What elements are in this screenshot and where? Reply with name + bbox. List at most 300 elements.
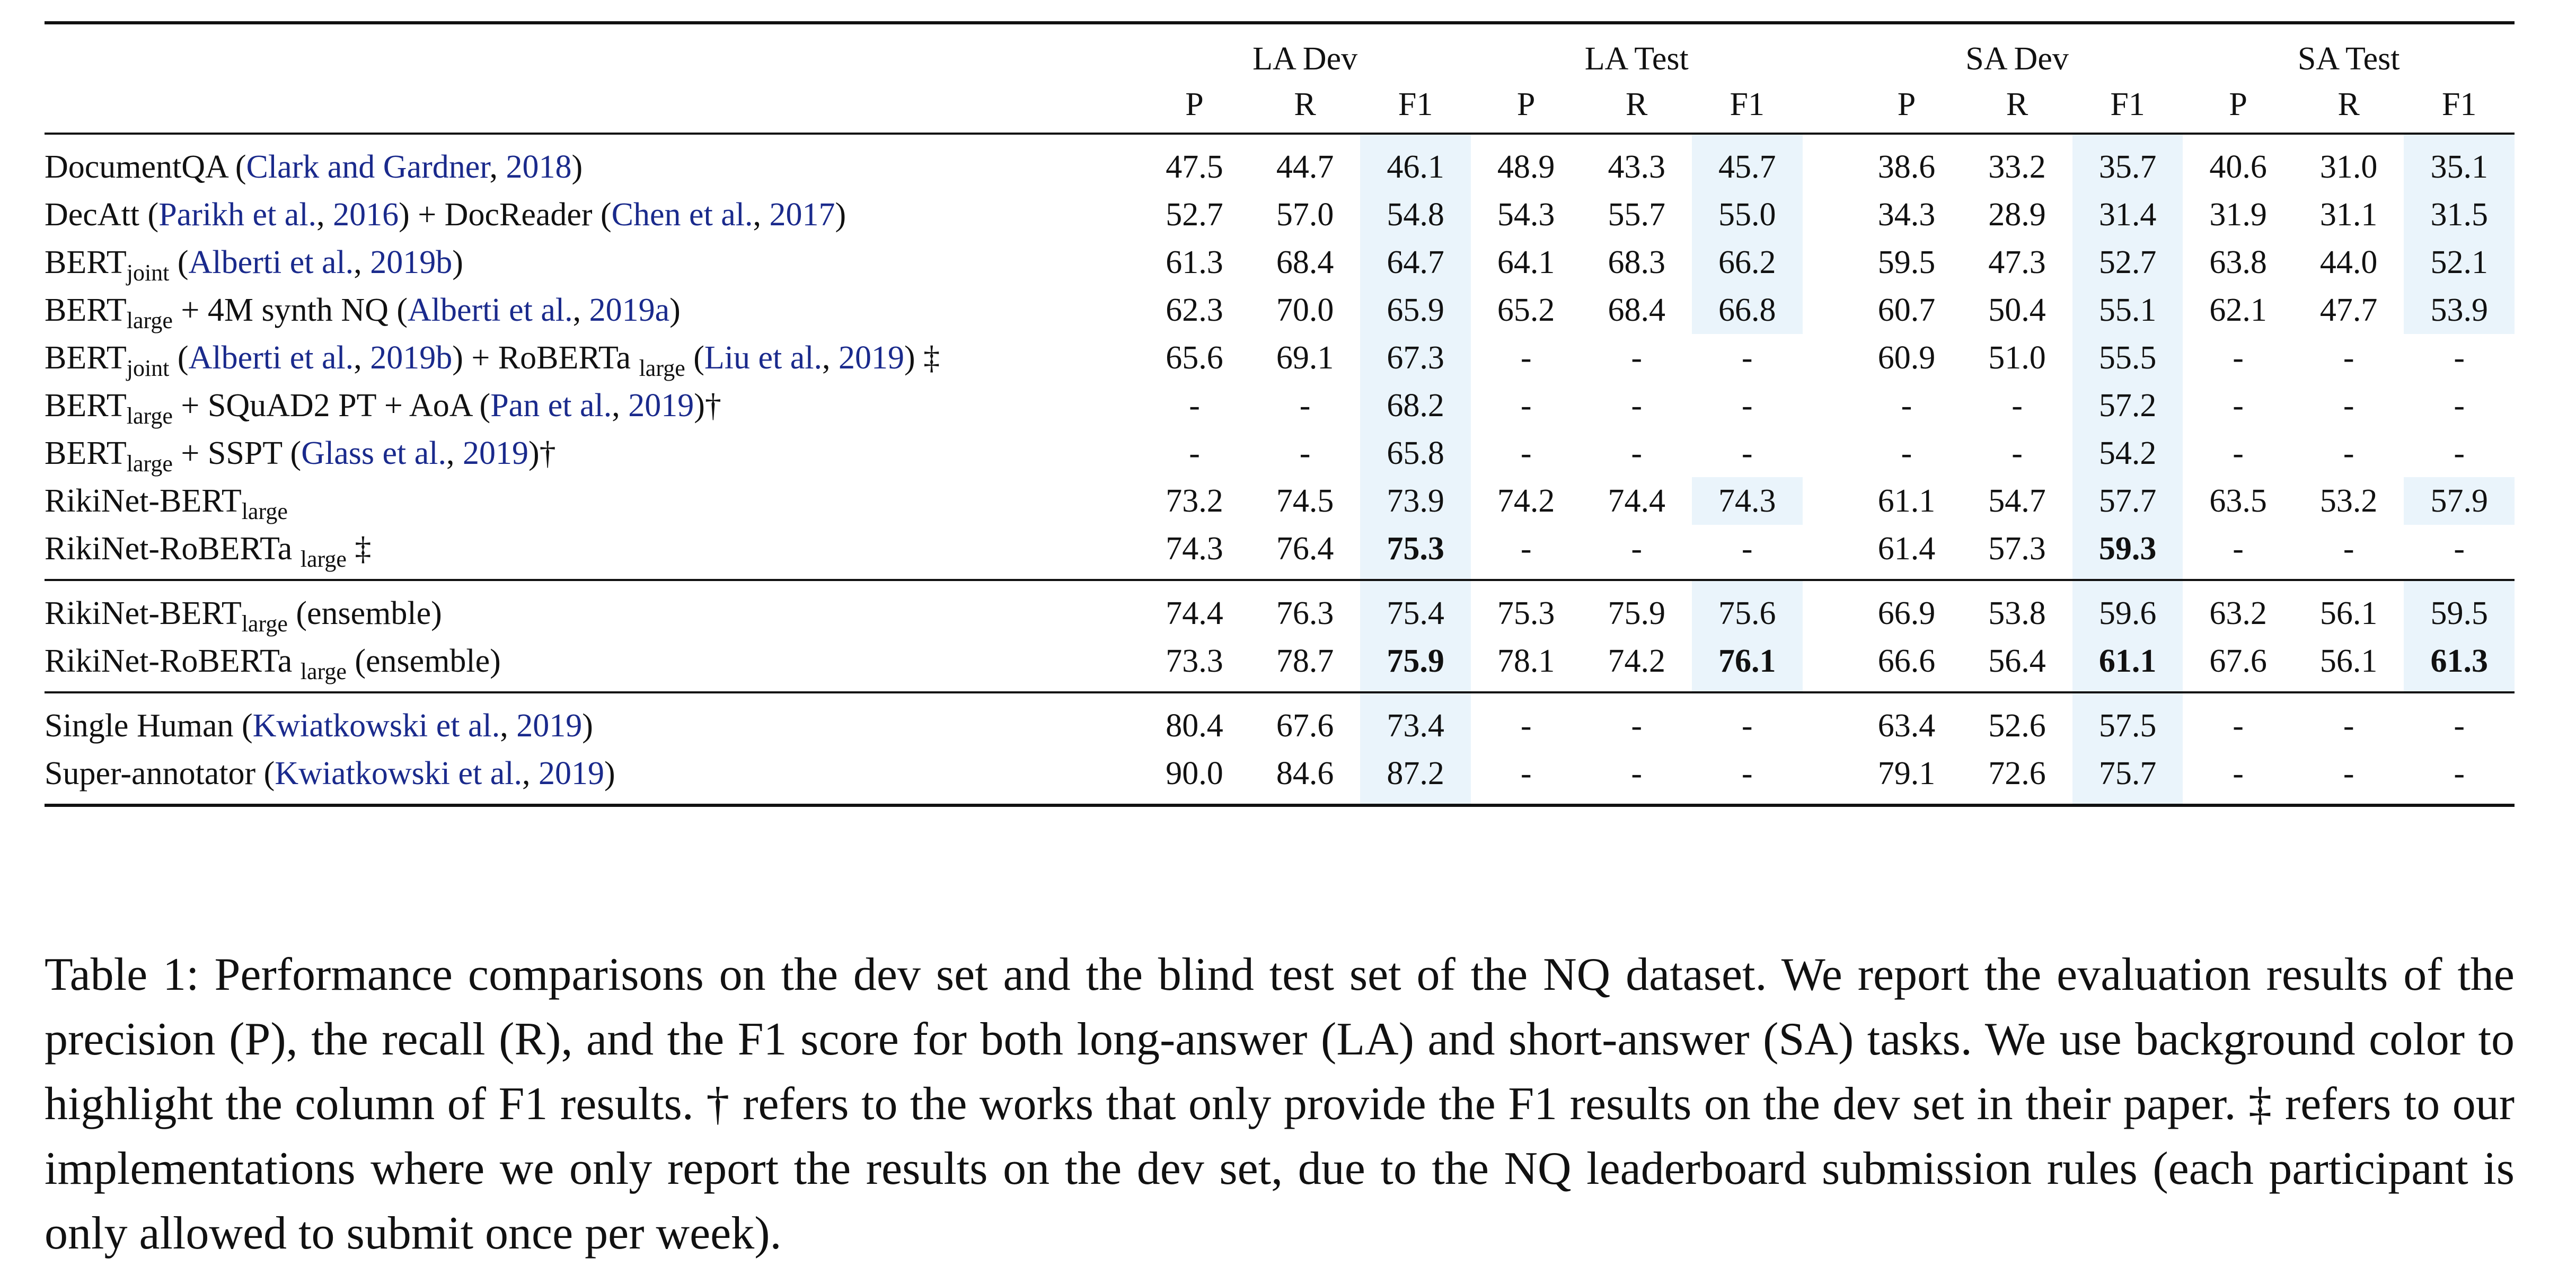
- metric-value-cell: [1962, 191, 2072, 239]
- citation-link[interactable]: 2019b: [370, 244, 453, 280]
- metric-value: 54.2: [2098, 435, 2157, 471]
- metric-value: -: [1520, 388, 1532, 424]
- metric-value-cell: [1962, 429, 2072, 477]
- metric-value-cell: [2183, 382, 2293, 429]
- metric-value: 66.9: [1877, 595, 1936, 631]
- metric-value-cell: [2404, 382, 2515, 429]
- metric-value: 67.3: [1387, 340, 1444, 376]
- metric-value-cell: [1581, 580, 1692, 637]
- model-name-cell: [45, 334, 1139, 382]
- best-metric-value: 76.1: [1718, 643, 1776, 679]
- metric-value: -: [1520, 340, 1532, 376]
- metric-value-cell: [2183, 239, 2293, 286]
- metric-value-cell: [2404, 429, 2515, 477]
- metric-value-cell: [1139, 334, 1250, 382]
- metric-value-cell: [1692, 525, 1803, 580]
- metric-value-cell: [2293, 429, 2404, 477]
- metric-value: 65.8: [1387, 435, 1444, 471]
- metric-value: -: [2233, 388, 2244, 424]
- metric-value-cell: [2404, 525, 2515, 580]
- metric-value: -: [1520, 531, 1532, 567]
- model-name-text: (ensemble): [287, 595, 442, 631]
- metric-value-cell: [1139, 191, 1250, 239]
- table-row: [45, 477, 2515, 525]
- citation-link[interactable]: Kwiatkowski et al.: [275, 755, 522, 792]
- model-name-text: ,: [753, 197, 770, 233]
- metric-value: -: [2012, 388, 2023, 424]
- metric-value: -: [1520, 755, 1532, 792]
- model-name-text: RikiNet-BERT: [45, 483, 242, 519]
- model-name-text: BERT: [45, 340, 127, 376]
- metric-value-cell: [2072, 134, 2183, 191]
- citation-link[interactable]: Alberti et al.: [408, 292, 573, 328]
- metric-value-cell: [1581, 382, 1692, 429]
- results-table-container: [45, 21, 2515, 807]
- metric-value: -: [1901, 435, 1912, 471]
- metric-value-cell: [1360, 382, 1471, 429]
- metric-value: -: [1741, 755, 1753, 792]
- metric-value-cell: [1962, 239, 2072, 286]
- model-name-text: ): [669, 292, 681, 328]
- metric-value: 59.5: [1877, 244, 1936, 280]
- model-name-text: Super-annotator (: [45, 755, 275, 792]
- metric-value: -: [2343, 340, 2354, 376]
- metric-value-cell: [1139, 477, 1250, 525]
- metric-value-cell: [1471, 334, 1582, 382]
- metric-value-cell: [1250, 692, 1361, 750]
- citation-link[interactable]: Alberti et al.: [188, 340, 354, 376]
- metric-value-cell: [1250, 334, 1361, 382]
- metric-value: 68.2: [1387, 388, 1444, 424]
- col-header-p: P: [1471, 82, 1582, 134]
- best-metric-value: 75.9: [1387, 643, 1444, 679]
- metric-value-cell: [1360, 286, 1471, 334]
- metric-value-cell: [2183, 334, 2293, 382]
- metric-value-cell: [2183, 750, 2293, 805]
- metric-value-cell: [1851, 382, 1962, 429]
- metric-value: 63.8: [2209, 244, 2267, 280]
- metric-value: 59.5: [2430, 595, 2488, 631]
- metric-value: -: [1741, 531, 1753, 567]
- metric-value: 67.6: [2209, 643, 2267, 679]
- metric-value: -: [1631, 435, 1643, 471]
- metric-value-cell: [1471, 692, 1582, 750]
- metric-value-cell: [1692, 429, 1803, 477]
- col-header-r: R: [1962, 82, 2072, 134]
- metric-value: 69.1: [1276, 340, 1334, 376]
- metric-value: 50.4: [1988, 292, 2046, 328]
- metric-value: 31.4: [2098, 197, 2157, 233]
- group-header-sa-test: SA Test: [2183, 23, 2515, 82]
- metric-value-cell: [2072, 637, 2183, 692]
- metric-value-cell: [1360, 134, 1471, 191]
- metric-value: 73.2: [1166, 483, 1223, 519]
- metric-value: 28.9: [1988, 197, 2046, 233]
- metric-value-cell: [1962, 334, 2072, 382]
- model-name-cell: [45, 750, 1139, 805]
- metric-value-cell: [1581, 239, 1692, 286]
- metric-value-cell: [1471, 429, 1582, 477]
- metric-value: 52.1: [2430, 244, 2488, 280]
- metric-value-cell: [2293, 750, 2404, 805]
- metric-value-cell: [1962, 750, 2072, 805]
- metric-value-cell: [1581, 525, 1692, 580]
- metric-value: -: [1631, 708, 1643, 744]
- metric-value: 76.4: [1276, 531, 1334, 567]
- metric-value-cell: [1471, 580, 1582, 637]
- metric-value: 63.2: [2209, 595, 2267, 631]
- model-name-text: ,: [354, 244, 370, 280]
- metric-value: -: [2233, 531, 2244, 567]
- citation-link[interactable]: 2019b: [370, 340, 453, 376]
- citation-link[interactable]: Clark and Gardner: [246, 149, 490, 185]
- metric-value-cell: [2404, 134, 2515, 191]
- metric-value: 87.2: [1387, 755, 1444, 792]
- metric-value-cell: [2404, 637, 2515, 692]
- citation-link[interactable]: 2017: [769, 197, 835, 233]
- metric-value-cell: [1471, 134, 1582, 191]
- metric-value: 31.5: [2430, 197, 2488, 233]
- metric-value: 90.0: [1166, 755, 1223, 792]
- metric-value: 74.3: [1718, 483, 1776, 519]
- citation-link[interactable]: 2016: [333, 197, 399, 233]
- metric-value: -: [2454, 755, 2465, 792]
- metric-value-cell: [2293, 580, 2404, 637]
- metric-value: 75.7: [2098, 755, 2157, 792]
- metric-value-cell: [1851, 580, 1962, 637]
- metric-value: 31.0: [2319, 149, 2378, 185]
- metric-value: 75.4: [1387, 595, 1444, 631]
- metric-value: -: [1189, 435, 1200, 471]
- metric-value-cell: [2183, 429, 2293, 477]
- citation-link[interactable]: Glass et al.: [301, 435, 446, 471]
- metric-value: 56.1: [2319, 643, 2378, 679]
- metric-value: 62.3: [1166, 292, 1223, 328]
- group-header-la-test: LA Test: [1471, 23, 1803, 82]
- metric-value-cell: [1962, 580, 2072, 637]
- col-header-r: R: [1250, 82, 1361, 134]
- metric-value: 66.2: [1718, 244, 1776, 280]
- metric-value-cell: [1851, 429, 1962, 477]
- col-header-r: R: [2293, 82, 2404, 134]
- metric-value-cell: [1851, 239, 1962, 286]
- metric-value-cell: [1692, 750, 1803, 805]
- metric-value-cell: [2183, 191, 2293, 239]
- metric-value-cell: [1360, 525, 1471, 580]
- metric-value: 68.4: [1608, 292, 1665, 328]
- metric-value: 61.4: [1877, 531, 1936, 567]
- metric-value-cell: [2072, 580, 2183, 637]
- model-name-text: RikiNet-RoBERTa: [45, 531, 301, 567]
- model-name-cell: [45, 580, 1139, 637]
- model-name-text: (: [169, 340, 189, 376]
- metric-value: -: [1520, 435, 1532, 471]
- model-name-text: ): [452, 244, 463, 280]
- metric-value: 53.9: [2430, 292, 2488, 328]
- metric-value-cell: [2293, 334, 2404, 382]
- metric-value-cell: [1250, 134, 1361, 191]
- model-name-text: ,: [316, 197, 333, 233]
- metric-value: -: [2343, 435, 2354, 471]
- table-row: [45, 580, 2515, 637]
- metric-value-cell: [1471, 286, 1582, 334]
- metric-value-cell: [1581, 692, 1692, 750]
- model-name-cell: [45, 286, 1139, 334]
- metric-value: 45.7: [1718, 149, 1776, 185]
- citation-link[interactable]: 2019a: [589, 292, 670, 328]
- metric-value: 78.1: [1497, 643, 1555, 679]
- metric-value: -: [2233, 755, 2244, 792]
- metric-value: 35.1: [2430, 149, 2488, 185]
- metric-value: -: [1631, 531, 1643, 567]
- model-name-cell: [45, 191, 1139, 239]
- col-header-p: P: [2183, 82, 2293, 134]
- metric-value-cell: [2404, 477, 2515, 525]
- metric-value: 38.6: [1877, 149, 1936, 185]
- table-row: [45, 637, 2515, 692]
- metric-value-cell: [2293, 239, 2404, 286]
- model-name-text: ,: [522, 755, 539, 792]
- metric-value: 34.3: [1877, 197, 1936, 233]
- metric-value-cell: [1250, 580, 1361, 637]
- metric-value-cell: [1139, 637, 1250, 692]
- model-subscript: joint: [126, 260, 170, 286]
- model-name-text: )†: [694, 388, 721, 424]
- metric-value-cell: [1962, 637, 2072, 692]
- metric-value-cell: [1471, 382, 1582, 429]
- table-caption: Table 1: Performance comparisons on the dev set and the blind test set of the NQ dataset. We report the evaluation results of the precision (P), the recall (R), and the F1 score for both long-answer (LA) and short-answer (SA) tasks. We use background color to highlight the column of F1 results. † refers to the works that only provide the F1 results on the dev set in their paper. ‡ refers to our implementations where we only report the results on the dev set, due to the NQ leaderboard submission rules (each participant is only allowed to submit once per week).: [45, 949, 2515, 1259]
- metric-value-cell: [1471, 525, 1582, 580]
- model-subscript: large: [126, 403, 173, 429]
- table-row: [45, 191, 2515, 239]
- metric-value: 54.8: [1387, 197, 1444, 233]
- model-name-text: (: [169, 244, 189, 280]
- metric-value: 56.1: [2319, 595, 2378, 631]
- metric-value: 74.2: [1497, 483, 1555, 519]
- metric-value-cell: [1471, 750, 1582, 805]
- model-name-text: ) + RoBERTa: [452, 340, 639, 376]
- metric-value-cell: [1360, 239, 1471, 286]
- metric-value: 53.8: [1988, 595, 2046, 631]
- metric-value: 57.9: [2430, 483, 2488, 519]
- metric-value: 44.0: [2319, 244, 2378, 280]
- metric-value: 64.7: [1387, 244, 1444, 280]
- metric-value: -: [1741, 340, 1753, 376]
- citation-link[interactable]: Liu et al.: [704, 340, 822, 376]
- group-header-la-dev: LA Dev: [1139, 23, 1471, 82]
- metric-value-cell: [1360, 477, 1471, 525]
- model-name-cell: [45, 477, 1139, 525]
- metric-value: -: [1299, 435, 1311, 471]
- metric-value: 66.6: [1877, 643, 1936, 679]
- model-name-text: BERT: [45, 292, 127, 328]
- metric-value-cell: [2293, 134, 2404, 191]
- metric-value-cell: [1581, 286, 1692, 334]
- metric-value-cell: [1581, 477, 1692, 525]
- citation-link[interactable]: Alberti et al.: [188, 244, 354, 280]
- metric-value-cell: [1692, 239, 1803, 286]
- metric-value-cell: [2072, 239, 2183, 286]
- model-name-text: RikiNet-BERT: [45, 595, 242, 631]
- col-header-f1: F1: [2072, 82, 2183, 134]
- metric-value-cell: [2293, 286, 2404, 334]
- metric-value: 75.6: [1718, 595, 1776, 631]
- metric-value-cell: [1851, 692, 1962, 750]
- metric-value-cell: [2072, 429, 2183, 477]
- model-name-text: BERT: [45, 388, 127, 424]
- model-header-blank: [45, 23, 1139, 82]
- metric-value: 65.6: [1166, 340, 1223, 376]
- metric-value: 52.7: [2098, 244, 2157, 280]
- metric-value: 79.1: [1877, 755, 1936, 792]
- model-name-text: ): [604, 755, 615, 792]
- metric-value: 67.6: [1276, 708, 1334, 744]
- metric-value: 47.5: [1166, 149, 1223, 185]
- metric-value: 53.2: [2319, 483, 2378, 519]
- metric-value: -: [1299, 388, 1311, 424]
- metric-value-cell: [2183, 637, 2293, 692]
- model-subscript: large: [300, 546, 347, 572]
- metric-value: 55.0: [1718, 197, 1776, 233]
- metric-value-cell: [1139, 382, 1250, 429]
- metric-value-cell: [1471, 477, 1582, 525]
- metric-value-cell: [1250, 239, 1361, 286]
- metric-value: 47.3: [1988, 244, 2046, 280]
- metric-value-cell: [2183, 134, 2293, 191]
- citation-link[interactable]: Kwiatkowski et al.: [252, 708, 500, 744]
- model-name-text: ,: [500, 708, 517, 744]
- metric-value-cell: [1692, 382, 1803, 429]
- metric-value-cell: [1851, 477, 1962, 525]
- metric-value: -: [1741, 435, 1753, 471]
- metric-value: -: [2454, 708, 2465, 744]
- metric-value-cell: [2404, 239, 2515, 286]
- metric-value-cell: [1360, 750, 1471, 805]
- metric-value: 57.0: [1276, 197, 1334, 233]
- metric-value-cell: [2183, 525, 2293, 580]
- metric-value: -: [2343, 755, 2354, 792]
- metric-value: 65.2: [1497, 292, 1555, 328]
- citation-link[interactable]: 2019: [538, 755, 604, 792]
- metric-value-cell: [1139, 580, 1250, 637]
- citation-link[interactable]: Pan et al.: [490, 388, 612, 424]
- metric-value: 57.7: [2098, 483, 2157, 519]
- metric-value: 84.6: [1276, 755, 1334, 792]
- metric-value-cell: [1692, 692, 1803, 750]
- metric-value: -: [2454, 340, 2465, 376]
- model-name-text: RikiNet-RoBERTa: [45, 643, 301, 679]
- metric-value: 55.7: [1608, 197, 1665, 233]
- model-name-text: )†: [528, 435, 556, 471]
- model-name-text: + SSPT (: [172, 435, 302, 471]
- results-table-body: [45, 134, 2515, 805]
- metric-value: 56.4: [1988, 643, 2046, 679]
- metric-value-cell: [2293, 692, 2404, 750]
- metric-value-cell: [1851, 750, 1962, 805]
- metric-header-row: [45, 82, 2515, 134]
- metric-value: 61.3: [1166, 244, 1223, 280]
- metric-value: 78.7: [1276, 643, 1334, 679]
- metric-value: 66.8: [1718, 292, 1776, 328]
- metric-value: 74.3: [1166, 531, 1223, 567]
- model-name-text: BERT: [45, 435, 127, 471]
- metric-value: -: [2012, 435, 2023, 471]
- metric-value-cell: [1692, 477, 1803, 525]
- metric-value-cell: [1581, 134, 1692, 191]
- model-name-text: BERT: [45, 244, 127, 280]
- metric-value-cell: [2072, 525, 2183, 580]
- metric-value-cell: [2404, 191, 2515, 239]
- metric-value-cell: [2293, 382, 2404, 429]
- metric-value: -: [1741, 708, 1753, 744]
- table-row: [45, 750, 2515, 805]
- table-row: [45, 429, 2515, 477]
- metric-value-cell: [2404, 692, 2515, 750]
- col-header-p: P: [1851, 82, 1962, 134]
- citation-link[interactable]: 2019: [838, 340, 904, 376]
- best-metric-value: 61.1: [2098, 643, 2157, 679]
- metric-value-cell: [1360, 334, 1471, 382]
- metric-value: -: [1631, 388, 1643, 424]
- metric-value: 76.3: [1276, 595, 1334, 631]
- metric-value: 64.1: [1497, 244, 1555, 280]
- metric-value: 54.7: [1988, 483, 2046, 519]
- metric-value-cell: [1250, 637, 1361, 692]
- group-header-sa-dev: SA Dev: [1851, 23, 2183, 82]
- metric-value: -: [1901, 388, 1912, 424]
- citation-link[interactable]: 2018: [506, 149, 572, 185]
- model-subscript: large: [126, 451, 173, 477]
- metric-value-cell: [1250, 477, 1361, 525]
- metric-value-cell: [2293, 637, 2404, 692]
- model-name-text: DocumentQA (: [45, 149, 246, 185]
- metric-value: 61.1: [1877, 483, 1936, 519]
- col-header-f1: F1: [2404, 82, 2515, 134]
- metric-value: 75.9: [1608, 595, 1665, 631]
- citation-link[interactable]: Parikh et al.: [158, 197, 317, 233]
- citation-link[interactable]: Chen et al.: [611, 197, 753, 233]
- metric-value: 74.4: [1608, 483, 1665, 519]
- model-name-text: ): [582, 708, 593, 744]
- results-table: [45, 21, 2515, 807]
- model-name-cell: [45, 525, 1139, 580]
- model-subscript: joint: [126, 355, 170, 381]
- metric-value-cell: [1139, 525, 1250, 580]
- metric-value-cell: [1851, 334, 1962, 382]
- model-name-text: ,: [572, 292, 589, 328]
- table-row: [45, 134, 2515, 191]
- model-name-text: (: [685, 340, 704, 376]
- metric-value: -: [2343, 388, 2354, 424]
- citation-link[interactable]: 2019: [628, 388, 694, 424]
- model-name-text: ) + DocReader (: [399, 197, 612, 233]
- table-row: [45, 334, 2515, 382]
- citation-link[interactable]: 2019: [516, 708, 583, 744]
- metric-value: 52.6: [1988, 708, 2046, 744]
- citation-link[interactable]: 2019: [462, 435, 528, 471]
- metric-value-cell: [1250, 286, 1361, 334]
- metric-value: 57.3: [1988, 531, 2046, 567]
- metric-value: 63.5: [2209, 483, 2267, 519]
- metric-value-cell: [2072, 334, 2183, 382]
- metric-value: 68.3: [1608, 244, 1665, 280]
- metric-value-cell: [1581, 334, 1692, 382]
- metric-value: -: [2343, 531, 2354, 567]
- metric-value-cell: [2072, 692, 2183, 750]
- metric-value-cell: [1139, 239, 1250, 286]
- metric-value-cell: [2404, 750, 2515, 805]
- metric-value-cell: [1962, 134, 2072, 191]
